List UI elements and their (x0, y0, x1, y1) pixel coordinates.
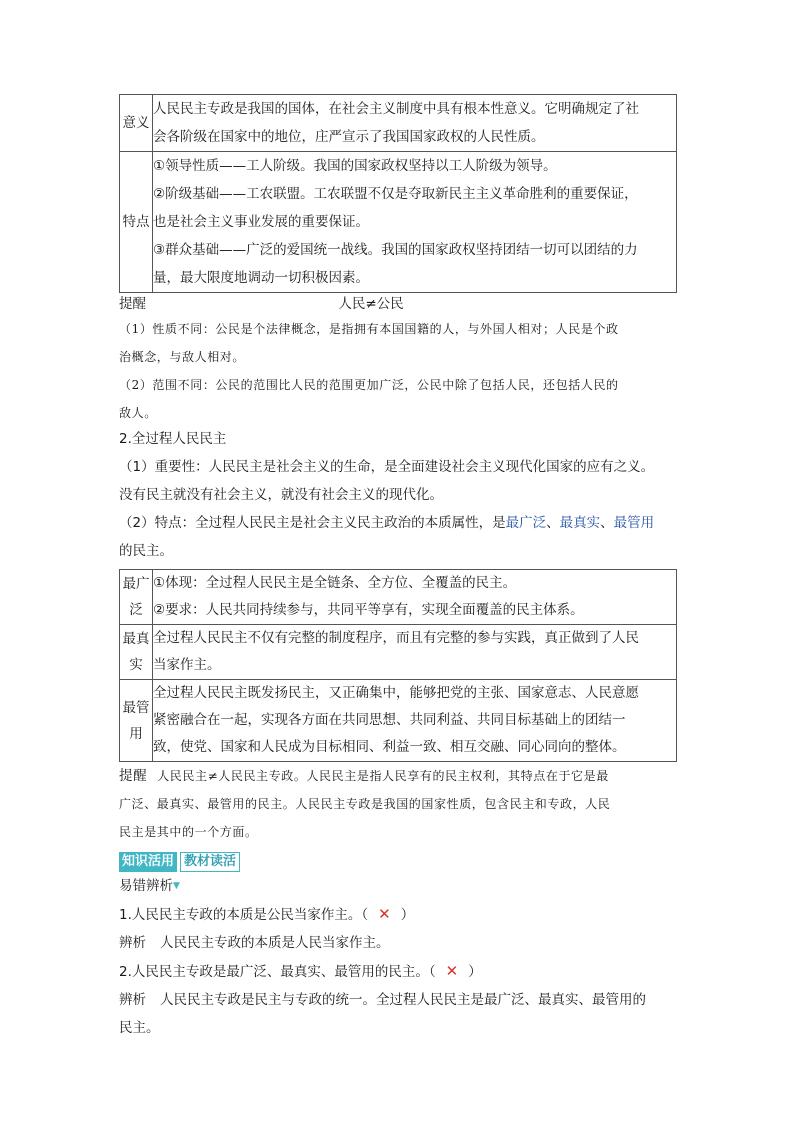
text-line (119, 509, 681, 537)
row-label (120, 570, 153, 625)
tip-body-2 (119, 762, 681, 846)
page-content (119, 94, 681, 1042)
text-line: 人民民主专政是我国的国体，在社会主义制度中具有根本性意义。它明确规定了社 (153, 101, 639, 117)
label-line: 最真 (122, 631, 150, 647)
label-line: 最广 (122, 576, 150, 592)
tip-header (119, 293, 681, 315)
analysis-label: 辨析 (119, 935, 146, 951)
text-line: 全过程人民民主不仅有完整的制度程序，而且有完整的参与实践，真正做到了人民 (153, 630, 639, 646)
label-line: 泛 (129, 602, 143, 618)
text-line: ②阶级基础——工农联盟。工农联盟不仅是夺取新民主主义革命胜利的重要保证， (153, 186, 638, 202)
keyword: 最真实 (559, 515, 601, 531)
cross-icon: ✕ (378, 905, 391, 923)
text-line: 治概念，与敌人相对。 (119, 350, 246, 364)
text-line (119, 762, 681, 790)
tip-body (119, 315, 681, 427)
guoti-table (119, 94, 677, 293)
section-banner (119, 852, 681, 872)
analysis-text: 人民民主专政的本质是人民当家作主。 (160, 935, 390, 951)
chevron-down-icon: ▼ (173, 881, 180, 891)
row-label: 特点 (120, 152, 153, 293)
features-table (119, 569, 677, 762)
table-row (120, 625, 677, 680)
row-label (120, 680, 153, 762)
table-row (120, 680, 677, 762)
text-line: ①领导性质——工人阶级。我国的国家政权坚持以工人阶级为领导。 (153, 158, 557, 174)
text-line: 会各阶级在国家中的地位，庄严宣示了我国国家政权的人民性质。 (153, 129, 545, 145)
text-line: 当家作主。 (153, 657, 221, 673)
text-line: 广泛、最真实、最管用的民主。人民民主专政是我国的国家性质，包含民主和专政，人民 (119, 797, 611, 811)
label-line: 实 (129, 657, 143, 673)
errors-heading (119, 872, 681, 900)
text-line: 量，最大限度地调动一切积极因素。 (153, 270, 369, 286)
text-line: ②要求：人民共同持续参与，共同平等享有，实现全面覆盖的民主体系。 (153, 602, 584, 618)
text-line: 的民主。 (119, 543, 173, 559)
question (119, 957, 681, 986)
question (119, 900, 681, 929)
tip-title: 人民≠公民 (338, 296, 404, 312)
text-line: 民主是其中的一个方面。 (119, 825, 258, 839)
table-row (120, 570, 677, 625)
text-line: 民主。 (119, 1020, 160, 1036)
row-content (153, 152, 677, 293)
text-line: （1）重要性：人民民主是社会主义的生命，是全面建设社会主义现代化国家的应有之义。 (119, 459, 655, 475)
tip-label: 提醒 (119, 296, 146, 312)
heading-text: 易错辨析 (119, 878, 173, 894)
row-content (153, 625, 677, 680)
text-span: ） (468, 964, 482, 980)
tip-label: 提醒 (119, 768, 148, 784)
paragraph (119, 453, 681, 565)
text-span: 人民民主≠人民民主专政。人民民主是指人民享有的民主权利，其特点在于它是最 (157, 769, 609, 783)
row-content (153, 680, 677, 762)
row-label: 意义 (120, 95, 153, 152)
keyword: 最广泛 (505, 515, 547, 531)
row-content (153, 95, 677, 152)
text-span: 、 (600, 515, 614, 531)
analysis-text: 人民民主专政是民主与专政的统一。全过程人民民主是最广泛、最真实、最管用的 (160, 992, 646, 1008)
text-line: ③群众基础——广泛的爱国统一战线。我国的国家政权坚持团结一切可以团结的力 (153, 242, 638, 258)
cross-icon: ✕ (445, 962, 459, 980)
analysis (119, 986, 681, 1014)
error-item (119, 957, 681, 1042)
row-label (120, 625, 153, 680)
table-row (120, 152, 677, 293)
text-span: 、 (546, 515, 560, 531)
section-heading: 2.全过程人民民主 (119, 431, 227, 447)
row-content (153, 570, 677, 625)
question-text: 1.人民民主专政的本质是公民当家作主。（ (119, 907, 369, 923)
text-line: 没有民主就没有社会主义，就没有社会主义的现代化。 (119, 487, 443, 503)
error-item (119, 900, 681, 957)
text-line: ①体现：全过程人民民主是全链条、全方位、全覆盖的民主。 (153, 575, 517, 591)
text-span: （2）特点：全过程人民民主是社会主义民主政治的本质属性，是 (119, 515, 506, 531)
banner-tag-textbook: 教材读活 (180, 852, 240, 872)
label-line: 用 (129, 725, 143, 742)
text-line: 紧密融合在一起，实现各方面在共同思想、共同利益、共同目标基础上的团结一 (153, 712, 626, 728)
table-row (120, 95, 677, 152)
keyword: 最管用 (613, 515, 655, 531)
text-line: （1）性质不同：公民是个法律概念，是指拥有本国国籍的人，与外国人相对；人民是个政 (119, 322, 619, 336)
text-line: 全过程人民民主既发扬民主，又正确集中，能够把党的主张、国家意志、人民意愿 (153, 685, 639, 701)
text-line: （2）范围不同：公民的范围比人民的范围更加广泛，公民中除了包括人民，还包括人民的 (119, 378, 619, 392)
text-line: 致，使党、国家和人民成为目标相同、利益一致、相互交融、同心同向的整体。 (153, 739, 626, 755)
analysis (119, 929, 681, 957)
text-line: 敌人。 (119, 406, 157, 420)
label-line: 最管 (122, 699, 150, 716)
question-text: 2.人民民主专政是最广泛、最真实、最管用的民主。（ (119, 964, 436, 980)
text-span: ） (400, 907, 415, 923)
banner-tag-knowledge: 知识活用 (119, 852, 177, 872)
analysis-label: 辨析 (119, 992, 146, 1008)
text-line: 也是社会主义事业发展的重要保证。 (153, 214, 369, 230)
